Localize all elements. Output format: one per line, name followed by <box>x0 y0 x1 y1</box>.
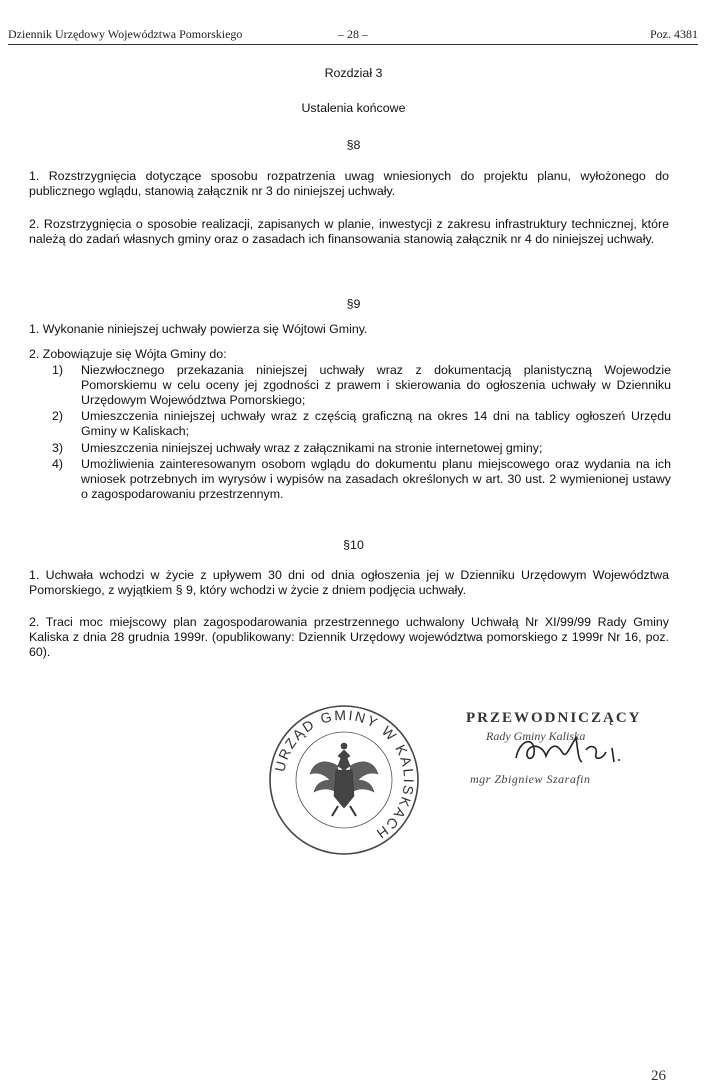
list-item-number: 3) <box>52 441 64 455</box>
position-number: Poz. 4381 <box>650 27 698 41</box>
section-10-paragraph-1-text: 1. Uchwała wchodzi w życie z upływem 30 dni od dnia ogłoszenia jej w Dzienniku Urzędowym Województwa Pomorskiego, z wyjątkiem § 9, który wchodzi w życie z dniem podjęcia uchwały. <box>29 568 669 597</box>
section-8-paragraph-1-text: 1. Rozstrzygnięcia dotyczące sposobu rozpatrzenia uwag wniesionych do projektu planu, wyłożonego do publicznego wglądu, stanowią załącznik nr 3 do niniejszej uchwały. <box>29 169 669 198</box>
chapter-title: Rozdział 3 <box>324 66 383 80</box>
official-seal <box>264 700 424 865</box>
seal-graphic <box>264 700 424 860</box>
seal-text: URZĄD GMINY W KALISKACH <box>271 706 418 843</box>
section-10-paragraph-1 <box>29 568 669 598</box>
handwritten-signature-icon <box>466 728 646 768</box>
eagle-emblem-icon <box>310 743 378 816</box>
list-item-text: Umieszczenia niniejszej uchwały wraz z załącznikami na stronie internetowej gminy; <box>81 441 543 455</box>
signatory-name: mgr Zbigniew Szarafin <box>470 772 591 786</box>
list-item-text: Niezwłocznego przekazania niniejszej uchwały wraz z dokumentacją planistyczną Wojewodzie Pomorskiemu w celu oceny jej zgodności z prawem i skierowania do ogłoszenia uchwały w Dzienniku Urzędowym Województwa Pomorskiego; <box>81 363 671 407</box>
header-rule <box>8 44 698 45</box>
section-8-heading: §8 <box>346 138 361 152</box>
section-8-paragraph-2 <box>29 217 669 247</box>
list-item-number: 1) <box>52 363 64 377</box>
signature-title: PRZEWODNICZĄCY <box>466 710 642 726</box>
page-header <box>8 27 698 43</box>
list-item-text: Umieszczenia niniejszej uchwały wraz z częścią graficzną na okres 14 dni na tablicy ogłoszeń Urzędu Gminy w Kaliskach; <box>81 409 671 438</box>
signature-block <box>466 710 642 787</box>
section-10-paragraph-2 <box>29 615 669 660</box>
section-8-paragraph-1 <box>29 169 669 199</box>
chapter-subtitle: Ustalenia końcowe <box>301 101 406 115</box>
header-page-number: – 28 – <box>338 27 368 41</box>
journal-name: Dziennik Urzędowy Województwa Pomorskiego <box>8 27 243 41</box>
list-item-number: 2) <box>52 409 64 423</box>
signature-body: Rady Gminy Kaliska <box>486 729 586 743</box>
page-number: 26 <box>651 1068 666 1084</box>
section-9-heading: §9 <box>346 297 361 311</box>
section-9-paragraph-1: 1. Wykonanie niniejszej uchwały powierza się Wójtowi Gminy. <box>29 322 368 336</box>
section-9-paragraph-2: 2. Zobowiązuje się Wójta Gminy do: <box>29 347 227 361</box>
section-8-paragraph-2-text: 2. Rozstrzygnięcia o sposobie realizacji, zapisanych w planie, inwestycji z zakresu infrastruktury technicznej, które należą do zadań własnych gminy oraz o zasadach ich finansowania stanowią załącznik nr 4 do niniejszej uchwały. <box>29 217 669 246</box>
section-10-heading: §10 <box>343 538 364 552</box>
list-item-number: 4) <box>52 457 64 471</box>
list-item-text: Umożliwienia zainteresowanym osobom wglądu do dokumentu planu miejscowego oraz wydania na ich wniosek potrzebnych im wyrysów i wypisów na zasadach określonych w art. 30 ust. 2 wymienionej ustawy o zagospodarowaniu przestrzennym. <box>81 457 671 501</box>
section-10-paragraph-2-text: 2. Traci moc miejscowy plan zagospodarowania przestrzennego uchwalony Uchwałą Nr XI/99/99 Rady Gminy Kaliska z dnia 28 grudnia 1999r. (opublikowany: Dziennik Urzędowy województwa pomorskiego z 1999r Nr 16, poz. 60). <box>29 615 669 659</box>
